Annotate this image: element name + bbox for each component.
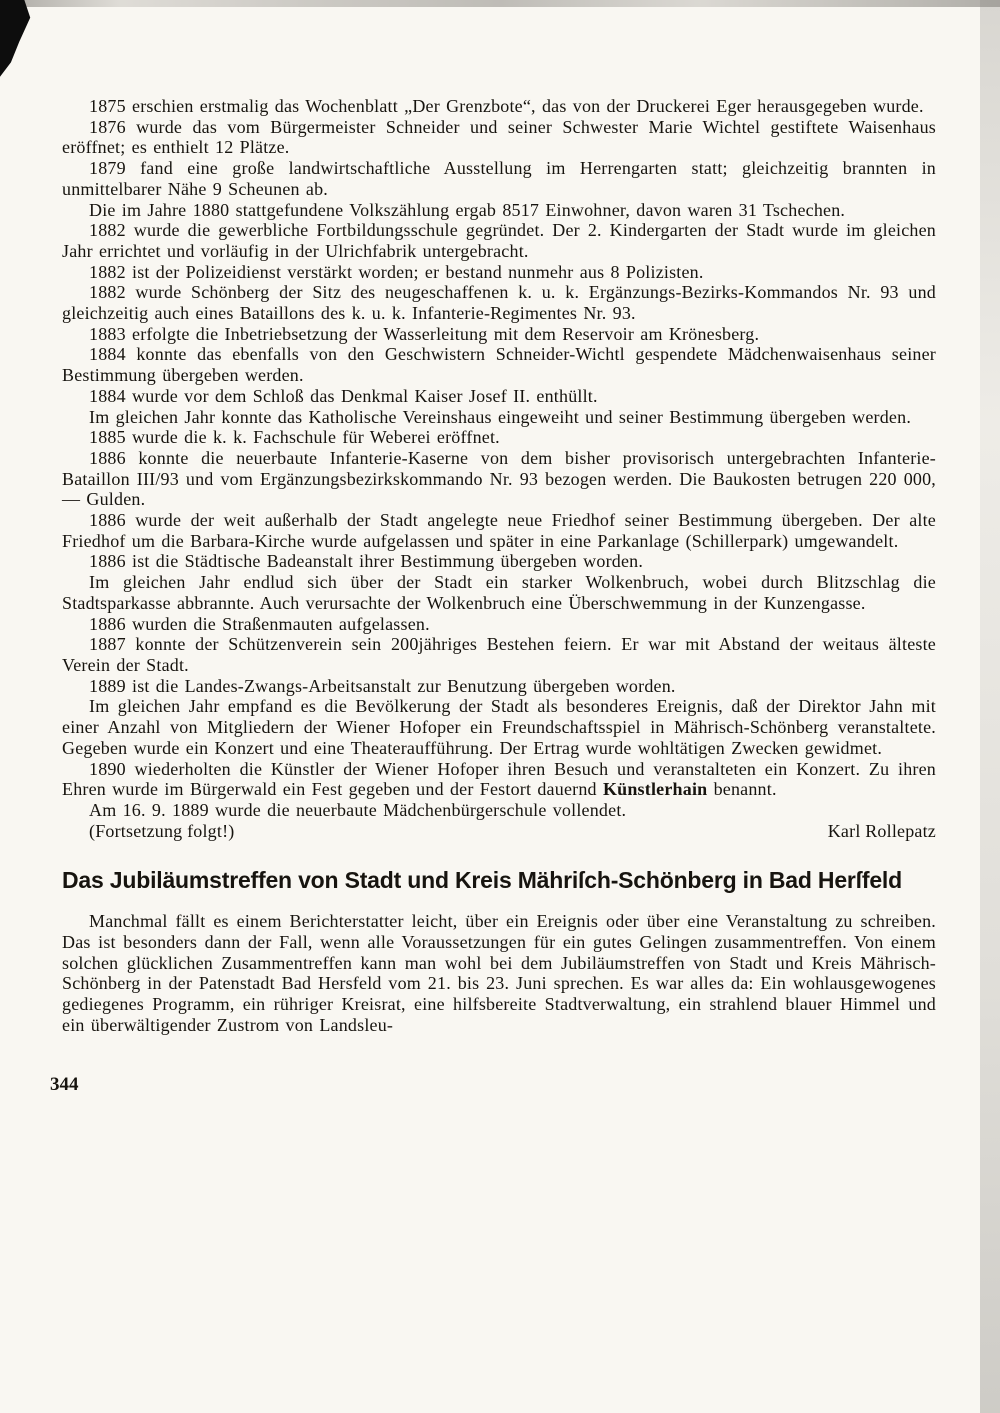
article-heading: Das Jubiläumstreffen von Stadt und Kreis Mähriſch-Schönberg in Bad Herſfeld: [62, 867, 902, 894]
paragraph-text: 1890 wiederholten die Künstler der Wiener Hofoper ihren Besuch und veranstalteten ein Konzert. Zu ihren Ehren wurde im Bürgerwald ein Fest gegeben und der Festort dauernd: [62, 758, 936, 800]
chronicle-paragraph: 1884 wurde vor dem Schloß das Denkmal Kaiser Josef II. enthüllt.: [89, 385, 598, 406]
bold-term-kuenstlerhain: Künstlerhain: [602, 779, 708, 800]
chronicle-paragraph: 1876 wurde das vom Bürgermeister Schneider und seiner Schwester Marie Wichtel gestiftete Waisenhaus eröffnet; es enthielt 12 Plätze.: [62, 116, 936, 158]
author-name: Karl Rollepatz: [827, 820, 936, 841]
chronicle-paragraph: 1882 wurde Schönberg der Sitz des neugeschaffenen k. u. k. Ergänzungs-Bezirks-Kommandos Nr. 93 und gleichzeitig auch eines Bataillons des k. u. k. Infanterie-Regimentes Nr. 93.: [62, 282, 936, 324]
chronicle-paragraph: 1887 konnte der Schützenverein sein 200jähriges Bestehen feiern. Er war mit Abstand der weitaus älteste Verein der Stadt.: [62, 634, 936, 675]
chronicle-paragraph: 1886 ist die Städtische Badeanstalt ihrer Bestimmung übergeben worden.: [89, 551, 644, 572]
chronicle-paragraph: 1882 ist der Polizeidienst verstärkt worden; er bestand nunmehr aus 8 Polizisten.: [89, 261, 704, 282]
chronicle-paragraph: 1886 konnte die neuerbaute Infanterie-Kaserne von dem bisher provisorisch untergebrachten Infanterie-Bataillon III/93 und vom Ergänzungsbezirkskommando Nr. 93 bezogen werden. Die Baukosten betrugen 220 000,— Gulden.: [62, 447, 936, 510]
chronicle-paragraph: 1879 fand eine große landwirtschaftliche Ausstellung im Herrengarten statt; gleichzeitig brannten in unmittelbarer Nähe 9 Scheunen ab.: [62, 158, 936, 199]
chronicle-paragraph: 1885 wurde die k. k. Fachschule für Weberei eröffnet.: [89, 427, 500, 448]
chronicle-paragraph: Die im Jahre 1880 stattgefundene Volkszählung ergab 8517 Einwohner, davon waren 31 Tschechen.: [89, 199, 846, 220]
chronicle-paragraph: Im gleichen Jahr empfand es die Bevölkerung der Stadt als besonderes Ereignis, daß der Direktor Jahn mit einer Anzahl von Mitgliedern der Wiener Hofoper ein Freundschaftsspiel in Mährisch-Schönberg veranstaltete. Gegeben wurde ein Konzert und eine Theateraufführung. Der Ertrag wurde wohltätigen Zwecken gewidmet.: [62, 696, 936, 758]
continuation-note: (Fortsetzung folgt!): [89, 820, 235, 841]
article-intro-paragraph: Manchmal fällt es einem Berichterstatter leicht, über ein Ereignis oder über eine Veranstaltung zu schreiben. Das ist besonders dann der Fall, wenn alle Voraussetzungen für ein gutes Gelingen zusammentreffen. Von einem solchen glücklichen Zusammentreffen kann man wohl bei dem Jubiläumstreffen von Stadt und Kreis Mährisch-Schönberg in der Patenstadt Bad Hersfeld vom 21. bis 23. Juni sprechen. Es war alles da: Ein wohlausgewogenes gediegenes Programm, ein rühriger Kreisrat, eine hilfsbereite Stadtverwaltung, ein strahlend blauer Himmel und ein überwältigender Zustrom von Landsleu-: [62, 911, 936, 1035]
chronicle-paragraph: 1884 konnte das ebenfalls von den Geschwistern Schneider-Wichtl gespendete Mädchenwaisenhaus seiner Bestimmung übergeben werden.: [62, 344, 936, 386]
chronicle-paragraph: 1882 wurde die gewerbliche Fortbildungsschule gegründet. Der 2. Kindergarten der Stadt wurde im gleichen Jahr errichtet und vorläufig in der Ulrichfabrik untergebracht.: [62, 220, 936, 261]
chronicle-paragraph: 1886 wurde der weit außerhalb der Stadt angelegte neue Friedhof seiner Bestimmung übergeben. Der alte Friedhof um die Barbara-Kirche wurde aufgelassen und später in eine Parkanlage (Schillerpark) umgewandelt.: [62, 510, 936, 551]
page-number: 344: [50, 1073, 79, 1095]
chronicle-paragraph: Am 16. 9. 1889 wurde die neuerbaute Mädchenbürgerschule vollendet.: [89, 799, 627, 820]
chronicle-paragraph: 1889 ist die Landes-Zwangs-Arbeitsanstalt zur Benutzung übergeben worden.: [89, 675, 676, 696]
chronicle-paragraph: 1883 erfolgte die Inbetriebsetzung der Wasserleitung mit dem Reservoir am Krönesberg.: [89, 323, 760, 344]
chronicle-paragraph: Im gleichen Jahr konnte das Katholische Vereinshaus eingeweiht und seiner Bestimmung übergeben werden.: [89, 406, 912, 427]
chronicle-paragraph: 1875 erschien erstmalig das Wochenblatt „Der Grenzbote“, das von der Druckerei Eger herausgegeben wurde.: [89, 96, 924, 116]
chronicle-paragraph: Im gleichen Jahr endlud sich über der Stadt ein starker Wolkenbruch, wobei durch Blitzschlag die Stadtsparkasse abbrannte. Auch verursachte der Wolkenbruch eine Überschwemmung in der Kunzengasse.: [62, 572, 936, 613]
chronicle-paragraph: 1886 wurden die Straßenmauten aufgelassen.: [89, 613, 430, 634]
closing-line: [62, 821, 936, 842]
paragraph-text: benannt.: [707, 779, 777, 800]
chronicle-paragraph-kuenstlerhain: [62, 759, 936, 800]
